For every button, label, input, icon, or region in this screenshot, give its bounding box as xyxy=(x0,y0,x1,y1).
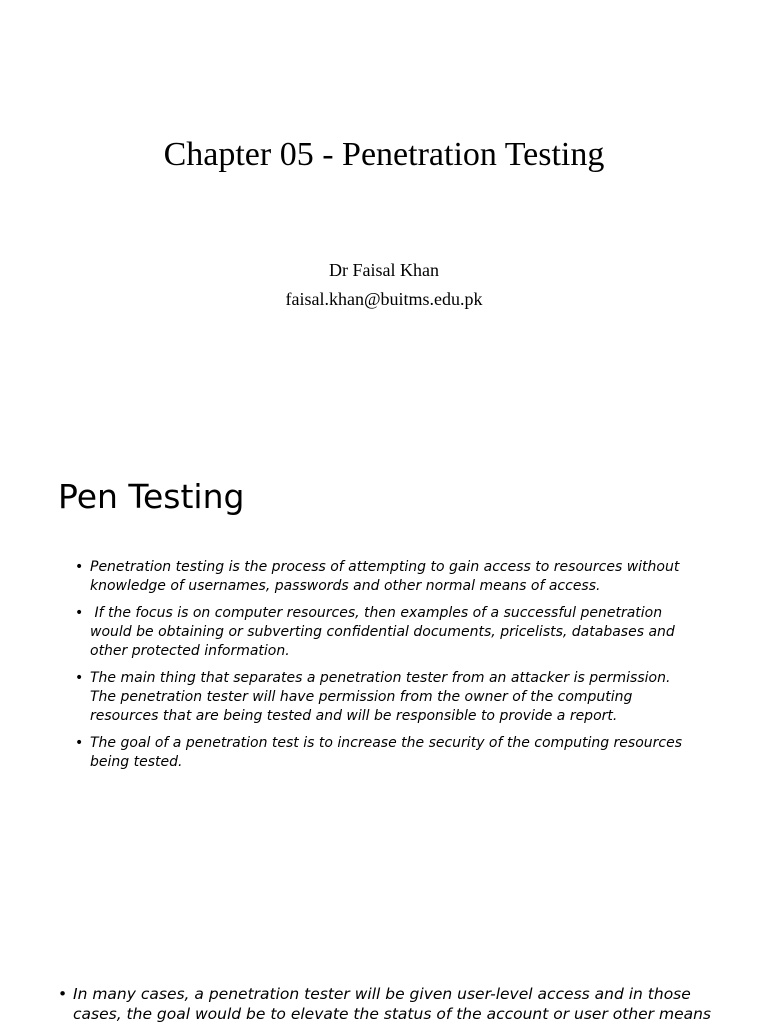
bullet-text: The main thing that separates a penetration tester from an attacker is permission. The penetration tester will have permission from the owner of the computing resources that are being tested and will be responsible to provide a report. xyxy=(90,670,671,724)
author-name: Dr Faisal Khan xyxy=(329,260,439,280)
bullet-icon: • xyxy=(75,735,84,751)
bullet-item xyxy=(56,984,716,1024)
bullet-icon: • xyxy=(58,985,68,1003)
slide-heading: Pen Testing xyxy=(58,477,245,516)
bullet-icon: • xyxy=(75,670,84,686)
bullet-item xyxy=(72,669,690,726)
bullet-text: In many cases, a penetration tester will be given user-level access and in those cases, the goal would be to elevate the status of the account or user other means xyxy=(73,985,712,1023)
bullet-icon: • xyxy=(75,559,84,575)
bullet-text: The goal of a penetration test is to increase the security of the computing resources being tested. xyxy=(90,735,683,770)
title-slide xyxy=(0,0,768,420)
author-email: faisal.khan@buitms.edu.pk xyxy=(285,289,483,309)
bullet-text: Penetration testing is the process of attempting to gain access to resources without knowledge of usernames, passwords and other normal means of access. xyxy=(90,559,680,594)
continuation-slide xyxy=(0,980,768,1024)
bullet-text: If the focus is on computer resources, then examples of a successful penetration would be obtaining or subverting confidential documents, pricelists, databases and other protected information. xyxy=(90,605,680,659)
bullet-icon: • xyxy=(75,605,84,621)
bullet-item xyxy=(72,604,690,661)
pen-testing-slide xyxy=(0,420,768,980)
bullet-item xyxy=(72,734,690,772)
bullet-list xyxy=(72,558,690,780)
bullet-list xyxy=(56,984,716,1024)
slide-title: Chapter 05 - Penetration Testing xyxy=(163,136,605,173)
bullet-item xyxy=(72,558,690,596)
